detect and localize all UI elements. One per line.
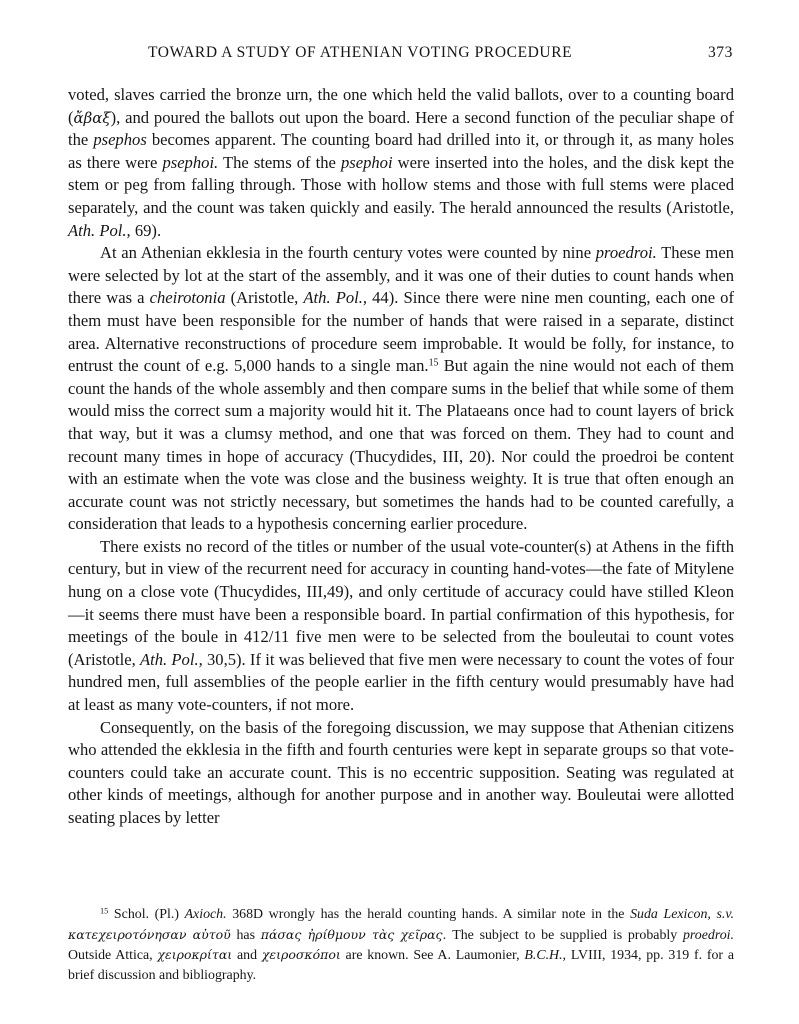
paragraph	[68, 84, 734, 242]
text-run: voted, slaves carried the bronze urn, the one which held the valid ballots, over to a counting board (	[68, 85, 734, 127]
text-run: LVIII, 1934, pp. 319 f. for a brief discussion and bibliography.	[68, 948, 735, 983]
italic-run: psephoi	[340, 152, 393, 172]
text-run: Schol. (Pl.)	[108, 907, 185, 922]
paragraph	[68, 536, 734, 717]
text-run: The stems of the	[218, 152, 341, 172]
greek-run: ἄβαξ	[73, 108, 111, 127]
greek-run: κατεχειροτόνησαν αὐτοῦ	[68, 926, 231, 942]
text-run: 69).	[130, 220, 162, 240]
running-title: TOWARD A STUDY OF ATHENIAN VOTING PROCEDURE	[148, 44, 573, 61]
body-text	[68, 84, 734, 830]
italic-run: proedroi.	[595, 243, 657, 263]
italic-run: Ath. Pol.,	[303, 288, 368, 308]
italic-run: B.C.H.,	[524, 948, 567, 964]
text-run: 30,5). If it was believed that five men were necessary to count the votes of four hundred men, full assemblies of the people earlier in the fifth century would presumably have had at least as many vote-counters, if not more.	[68, 649, 734, 715]
footnotes	[68, 905, 734, 985]
italic-run: Suda Lexicon, s.v.	[630, 907, 734, 922]
text-run: are known. See A. Laumonier,	[340, 948, 525, 964]
text-run: were inserted into the holes, and the disk kept the stem or peg from falling through. Those with hollow stems and those with full stems were placed separately, and the count was taken quickly and easily. The herald announced the results (Aristotle,	[68, 152, 735, 217]
text-run: (Aristotle,	[225, 288, 304, 308]
italic-run: psephos	[93, 130, 147, 150]
text-run: 368D wrongly has the herald counting hands. A similar note in the	[226, 907, 631, 922]
text-run: becomes apparent. The counting board had drilled into it, or through it, as many holes as there were	[68, 130, 734, 172]
footnote-ref: 15	[100, 906, 109, 916]
paragraph	[68, 717, 734, 830]
greek-run: χειροσκόποι	[261, 947, 341, 963]
text-run: has	[230, 927, 261, 943]
text-run: There exists no record of the titles or number of the usual vote-counter(s) at Athens in the fifth century, but in view of the recurrent need for accuracy in counting hand-votes—the fate of Mitylene hung on a close vote (Thucydides, III,49), and only certitude of accuracy could have stilled Kleon—it seems there must have been a responsible board. In partial confirmation of this hypothesis, for meetings of the boule in 412/11 five men were to be selected from the bouleutai to count votes (Aristotle,	[68, 536, 734, 669]
page-number: 373	[707, 44, 733, 61]
text-run: Outside Attica,	[68, 948, 158, 964]
italic-run: psephoi.	[162, 152, 219, 172]
greek-run: πάσας ἠρίθμουν τὰς χεῖρας.	[260, 926, 447, 942]
text-run: At an Athenian ekklesia in the fourth century votes were counted by nine	[100, 243, 596, 263]
text-run: and	[232, 948, 262, 964]
text-run: ), and poured the ballots out upon the board. Here a second function of the peculiar shape of the	[68, 107, 734, 150]
text-run: These men were selected by lot at the start of the assembly, and it was one of their duties to count hands when there was a	[68, 243, 734, 308]
italic-run: proedroi.	[682, 927, 735, 943]
italic-run: Ath. Pol.,	[68, 220, 131, 240]
text-run: Consequently, on the basis of the foregoing discussion, we may suppose that Athenian citizens who attended the ekklesia in the fifth and fourth centuries were kept in separate groups so that vote-counters could take an accurate count. This is no eccentric supposition. Seating was regulated at other kinds of meetings, although for another purpose and in another way. Bouleutai were allotted seating places by letter	[68, 717, 734, 827]
text-run: But again the nine would not each of them count the hands of the whole assembly and then compare sums in the belief that while some of them would miss the correct sum a majority would hit it. The Plataeans once had to count layers of brick that way, but it was a clumsy method, and one that was forced on them. They had to count and recount many times in hope of accuracy (Thucydides, III, 20). Nor could the proedroi be content with an estimate when the vote was close and the business weighty. It is true that often enough an accurate count was not strictly necessary, but sometimes the hands had to be counted carefully, a consideration that leads to a hypothesis concerning earlier procedure.	[68, 356, 734, 534]
text-run: The subject to be supplied is probably	[446, 927, 683, 943]
italic-run: Axioch.	[184, 907, 227, 922]
paragraph	[68, 242, 734, 536]
footnote-ref: 15	[428, 357, 439, 369]
italic-run: Ath. Pol.,	[139, 649, 203, 669]
footnote-15	[68, 905, 734, 985]
italic-run: cheirotonia	[149, 288, 226, 308]
greek-run: χειροκρίται	[157, 947, 233, 963]
text-run: 44). Since there were nine men counting, each one of them must have been responsible for the number of hands that were raised in a separate, distinct area. Alternative reconstructions of procedure seem improbable. It would be folly, for instance, to entrust the count of e.g. 5,000 hands to a single man.	[68, 288, 734, 376]
